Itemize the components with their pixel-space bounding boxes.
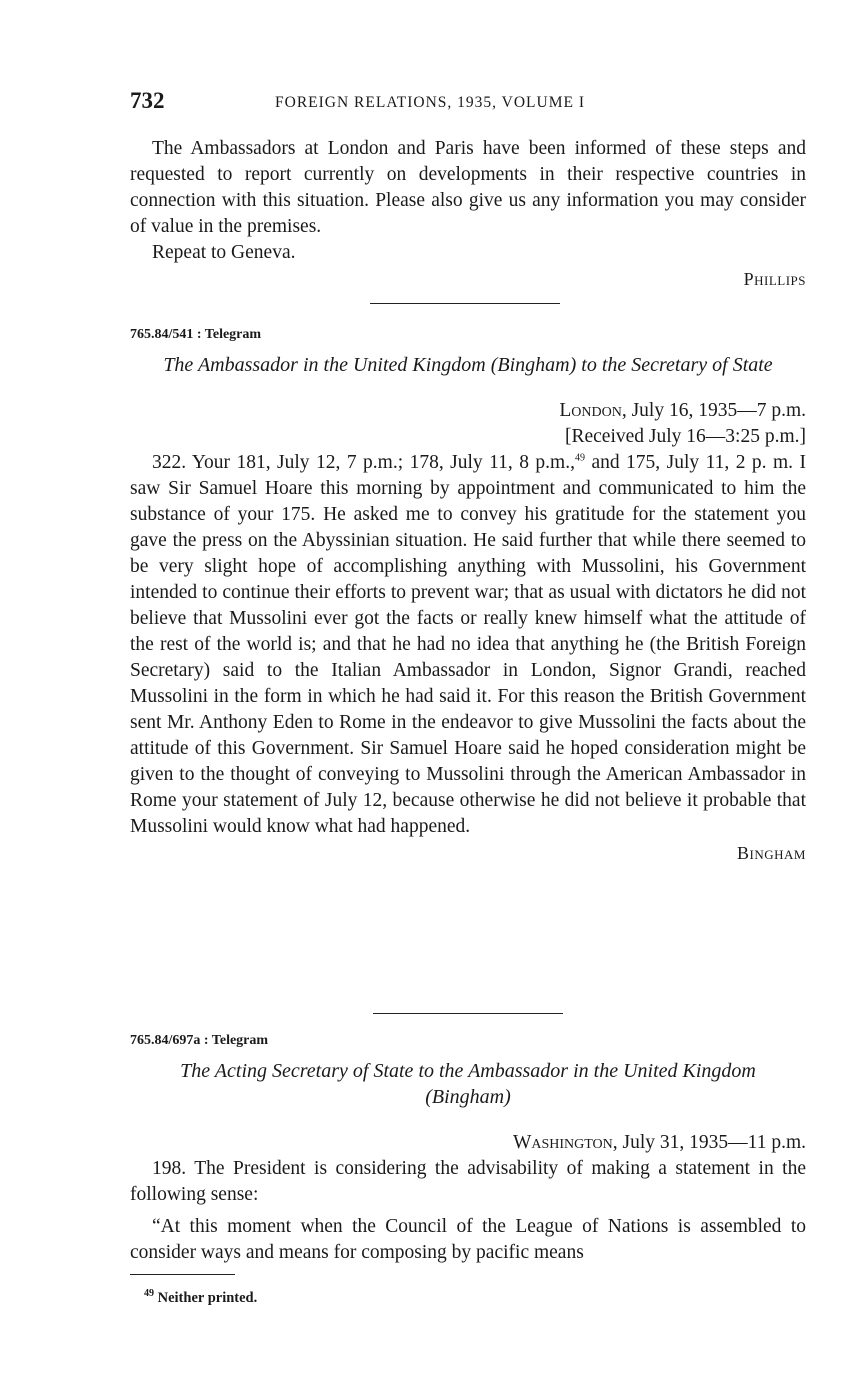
received-line: [Received July 16—3:25 p.m.] bbox=[565, 426, 806, 447]
section-divider bbox=[373, 1013, 563, 1014]
footnote-ref: 49 bbox=[574, 452, 585, 464]
section-divider bbox=[370, 303, 560, 304]
dateline-place: Washington bbox=[512, 1132, 613, 1153]
repeat-line: Repeat to Geneva. bbox=[152, 242, 296, 263]
footnote-text: Neither printed. bbox=[157, 1290, 258, 1306]
document-1 bbox=[130, 326, 806, 866]
intro-section bbox=[130, 136, 806, 292]
running-title: FOREIGN RELATIONS, 1935, VOLUME I bbox=[275, 94, 585, 111]
file-number: 765.84/541 : Telegram bbox=[130, 327, 262, 342]
footnote-rule bbox=[130, 1274, 235, 1275]
document-body: 198. The President is considering the advisability of making a statement in the following sense: bbox=[130, 1158, 806, 1205]
document-title: The Ambassador in the United Kingdom (Bingham) to the Secretary of State bbox=[163, 354, 773, 376]
page-number: 732 bbox=[130, 88, 165, 113]
body-rest: and 175, July 11, 2 p. m. I saw Sir Samuel Hoare this morning by appointment and communicated to him the substance of your 175. He asked me to convey his gratitude for the statement you gave the press on the Abyssinian situation. He said further that while there seemed to be very slight hope of accomplishing anything with Mussolini, his Government intended to continue their efforts to prevent war; that as usual with dictators he did not believe that Mussolini ever got the facts or really knew himself what the attitude of the rest of the world is; and that he had no idea that anything he (the British Foreign Secretary) said to the Italian Ambassador in London, Signor Grandi, reached Mussolini in the form in which he had said it. For this reason the British Government sent Mr. Anthony Eden to Rome in the endeavor to give Mussolini the facts about the attitude of this Government. Sir Samuel Hoare said he hoped consideration might be given to the thought of conveying to Mussolini through the American Ambassador in Rome your statement of July 12, because otherwise he did not believe it probable that Mussolini would know what had happened. bbox=[130, 452, 806, 837]
body-start: 322. Your 181, July 12, 7 p.m.; 178, July 11, 8 p.m., bbox=[152, 452, 575, 473]
intro-paragraph: The Ambassadors at London and Paris have been informed of these steps and requested to report currently on developments in their respective countries in connection with this situation. Please also give us any information you may consider of value in the premises. bbox=[130, 138, 806, 237]
document-title: The Acting Secretary of State to the Ambassador in the United Kingdom (Bingham) bbox=[180, 1060, 756, 1108]
document-body bbox=[130, 450, 806, 840]
page-header bbox=[130, 86, 806, 120]
dateline-date: , July 31, 1935—11 p.m. bbox=[612, 1132, 806, 1153]
quoted-statement: “At this moment when the Council of the League of Nations is assembled to consider ways and means for composing by pacific means bbox=[130, 1216, 806, 1263]
dateline bbox=[130, 1130, 806, 1156]
footnote bbox=[144, 1290, 257, 1307]
signature-phillips: Phillips bbox=[743, 269, 806, 289]
document-2 bbox=[130, 1032, 806, 1266]
file-number: 765.84/697a : Telegram bbox=[130, 1033, 269, 1048]
dateline bbox=[130, 398, 806, 424]
signature-bingham: Bingham bbox=[737, 843, 806, 863]
footnote-marker: 49 bbox=[144, 1288, 154, 1300]
dateline-place: London bbox=[559, 400, 622, 421]
dateline-date: , July 16, 1935—7 p.m. bbox=[621, 400, 806, 421]
